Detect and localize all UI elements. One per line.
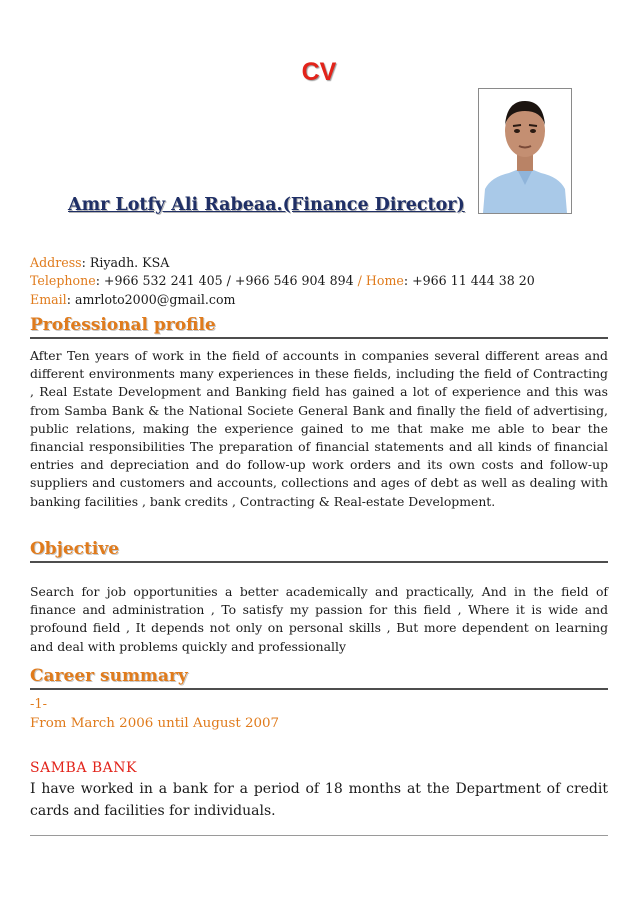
email-line <box>30 291 535 309</box>
section-divider <box>30 835 608 836</box>
telephone-label: Telephone <box>30 273 96 289</box>
home-value: : +966 11 444 38 20 <box>403 273 535 289</box>
cv-title: CV <box>301 58 337 86</box>
professional-profile-heading: Professional profile <box>30 313 608 339</box>
contact-block <box>30 254 535 309</box>
candidate-name: Amr Lotfy Ali Rabeaa.(Finance Director) <box>68 195 465 215</box>
career-summary-heading: Career summary <box>30 664 608 690</box>
email-label: Email <box>30 291 67 307</box>
telephone-line <box>30 272 535 290</box>
job-description: I have worked in a bank for a period of 18 months at the Department of credit cards and facilities for individuals. <box>30 781 608 819</box>
address-line <box>30 254 535 272</box>
telephone-value: : +966 532 241 405 / +966 546 904 894 <box>95 273 358 289</box>
objective-heading: Objective <box>30 537 608 563</box>
profile-photo <box>478 88 572 214</box>
job-date: From March 2006 until August 2007 <box>30 716 280 731</box>
job-company: SAMBA BANK <box>30 760 137 776</box>
objective-text: Search for job opportunities a better academically and practically, And in the field of finance and administration , To satisfy my passion for this field , Where it is wide and profound field , It depends not only on personal skills , But more dependent on learning and deal with problems quickly and professionally <box>30 584 608 654</box>
job-number: -1- <box>30 697 48 712</box>
home-label: Home <box>365 273 404 289</box>
email-value: : amrloto2000@gmail.com <box>66 291 236 307</box>
telephone-separator: / <box>357 273 366 289</box>
address-label: Address <box>30 255 82 270</box>
profile-photo-image <box>479 89 571 213</box>
address-value: : Riyadh. KSA <box>81 255 170 270</box>
professional-profile-text: After Ten years of work in the field of accounts in companies several different areas and different environments many experiences in these fields, including the field of Contracting , Real Estate Development and Banking field has gained a lot of experience and this was from Samba Bank & the National Societe General Bank and finally the field of advertising, public relations, making the experience gained to me that make me able to bear the financial responsibilities The preparation of financial statements and all kinds of financial entries and depreciation and do follow-up work orders and its own costs and follow-up suppliers and customers and accounts, collections and ages of debt as well as dealing with banking facilities , bank credits , Contracting & Real-estate Development. <box>30 348 608 509</box>
